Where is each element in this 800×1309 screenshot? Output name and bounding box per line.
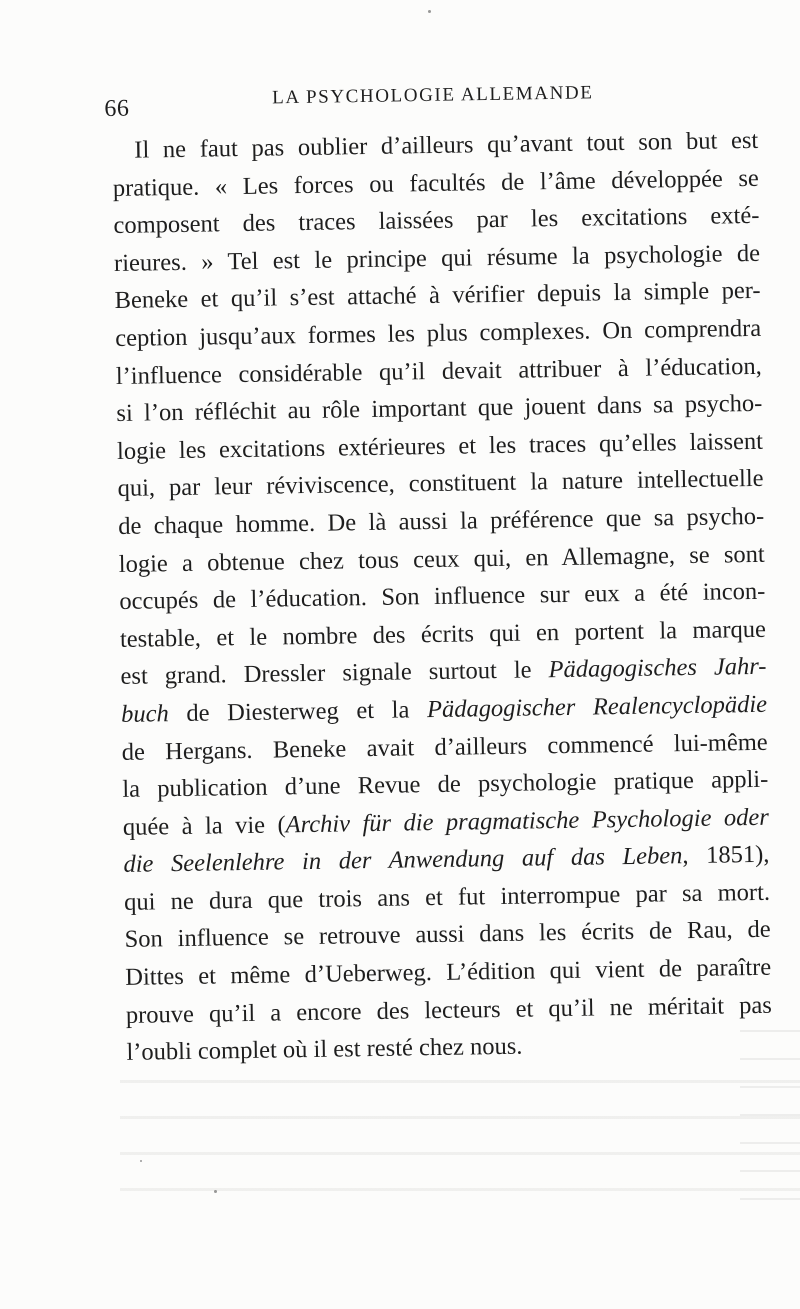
- page-header: [104, 76, 765, 126]
- text-line: l’influence considérable qu’il devait attribuer à l’éducation,: [115, 352, 762, 390]
- bleed-through-text: [120, 1080, 800, 1200]
- italic-title: buch: [120, 700, 169, 728]
- text-line: logie les excitations extérieures et les traces qu’elles laissent: [116, 427, 764, 465]
- text-line: occupés de l’éducation. Son influence sur eux a été incon-: [119, 577, 766, 616]
- text-run: est grand. Dressler signale surtout le: [120, 656, 549, 691]
- paper-speck: [428, 10, 431, 13]
- italic-title: die Seelenlehre in der Anwendung auf das Leben: [123, 842, 683, 879]
- text-line: rieures. » Tel est le principe qui résume la psychologie de: [113, 239, 761, 277]
- text-line: Beneke et qu’il s’est attaché à vérifier depuis la simple per-: [114, 277, 761, 315]
- italic-title: Archiv für die pragmatische Psychologie oder: [285, 803, 770, 839]
- text-line: de chaque homme. De là aussi la préférence que sa psycho-: [117, 502, 765, 540]
- text-run: de Diesterweg et la: [168, 696, 428, 728]
- text-line: qui ne dura que trois ans et fut interrompue par sa mort.: [123, 878, 771, 916]
- text-run: , 1851),: [682, 841, 770, 870]
- text-line: testable, et le nombre des écrits qui en portent la marque: [119, 615, 767, 653]
- text-line: prouve qu’il a encore des lecteurs et qu’il ne méritait pas: [125, 991, 773, 1029]
- paper-speck: [140, 1160, 142, 1162]
- italic-title: Pädagogischer Realencyclopädie: [426, 690, 768, 724]
- text-line: logie a obtenue chez tous ceux qui, en Allemagne, se sont: [118, 540, 765, 578]
- paper-speck: [214, 1190, 217, 1193]
- text-line: Son influence se retrouve aussi dans les écrits de Rau, de: [124, 916, 771, 954]
- text-line: composent des traces laissées par les excitations exté-: [113, 202, 760, 240]
- text-line: l’oubli complet où il est resté chez nous.: [126, 1032, 523, 1067]
- text-line: la publication d’une Revue de psychologie pratique appli-: [122, 765, 769, 804]
- text-line: Il ne faut pas oublier d’ailleurs qu’avant tout son but est: [134, 126, 759, 164]
- text-line: qui, par leur réviviscence, constituent la nature intellectuelle: [117, 465, 764, 503]
- text-run: quée à la vie (: [122, 811, 286, 841]
- italic-title: Pädagogisches Jahr-: [548, 653, 767, 684]
- running-head: LA PSYCHOLOGIE ALLEMANDE: [272, 82, 594, 109]
- text-line: ception jusqu’aux formes les plus complexes. On comprendra: [115, 314, 762, 352]
- text-line: de Hergans. Beneke avait d’ailleurs commencé lui-même: [121, 728, 768, 766]
- text-line: Dittes et même d’Ueberweg. L’édition qui vient de paraître: [125, 953, 772, 991]
- text-line: pratique. « Les forces ou facultés de l’âme développée se: [112, 164, 760, 202]
- page-number: 66: [104, 95, 130, 122]
- text-line: si l’on réfléchit au rôle important que jouent dans sa psycho-: [116, 389, 763, 428]
- main-paragraph: [112, 122, 773, 1072]
